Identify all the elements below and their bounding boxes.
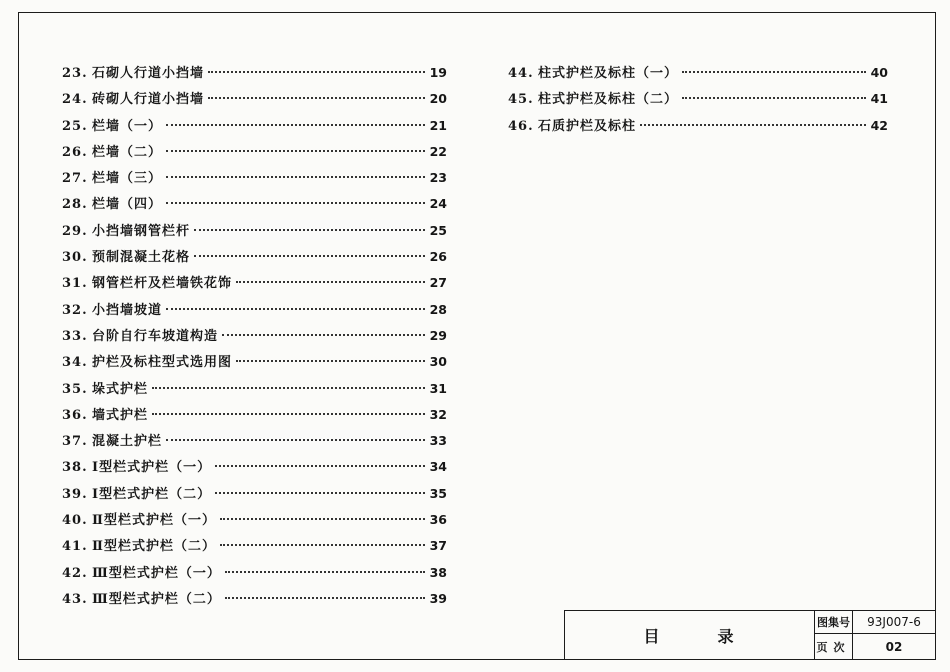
toc-entry-page: 38	[429, 564, 447, 580]
toc-entry-title: Ⅱ型栏式护栏（一）	[92, 513, 216, 529]
toc-dot-leader	[220, 518, 425, 520]
toc-entry-number: 25.	[62, 118, 88, 134]
toc-dot-leader	[236, 360, 425, 362]
toc-dot-leader	[225, 597, 425, 599]
toc-entry-number: 45.	[508, 92, 534, 108]
toc-entry	[62, 246, 447, 272]
toc-entry-number: 31.	[62, 276, 88, 292]
toc-entry-title: 栏墙（一）	[92, 118, 163, 134]
toc-dot-leader	[222, 334, 425, 336]
toc-dot-leader	[208, 97, 425, 99]
page-label: 页次	[815, 634, 853, 659]
toc-entry	[508, 62, 888, 88]
toc-entry-title: 石质护栏及标柱	[538, 118, 637, 134]
toc-entry	[62, 141, 447, 167]
title-block-title	[565, 611, 815, 659]
toc-entry-number: 32.	[62, 302, 88, 318]
toc-entry-title: 栏墙（四）	[92, 197, 163, 213]
toc-entry-page: 20	[429, 91, 447, 107]
toc-entry-number: 42.	[62, 565, 88, 581]
toc-dot-leader	[152, 387, 425, 389]
toc-entry-page: 41	[870, 91, 888, 107]
toc-entry-page: 29	[429, 327, 447, 343]
toc-entry-title: 小挡墙钢管栏杆	[92, 223, 191, 239]
toc-entry-title: 钢管栏杆及栏墙铁花饰	[92, 276, 233, 292]
toc-entry-page: 24	[429, 196, 447, 212]
toc-dot-leader	[215, 492, 425, 494]
toc-entry-page: 19	[429, 65, 447, 80]
toc-entry-number: 35.	[62, 381, 88, 397]
toc-entry-number: 34.	[62, 355, 88, 371]
toc-entry	[508, 115, 888, 141]
toc-entry-number: 36.	[62, 407, 88, 423]
toc-entry-number: 46.	[508, 118, 534, 134]
toc-entry-page: 37	[429, 538, 447, 554]
toc-entry-page: 23	[429, 170, 447, 186]
toc-entry-title: 栏墙（三）	[92, 171, 163, 187]
toc-entry-number: 37.	[62, 434, 88, 450]
title-block	[564, 610, 936, 660]
toc-entry	[62, 351, 447, 377]
toc-entry-number: 24.	[62, 92, 88, 108]
toc-entry-page: 21	[429, 117, 447, 133]
toc-entry-number: 39.	[62, 486, 88, 502]
toc-entry	[62, 378, 447, 404]
toc-entry-title: 栏墙（二）	[92, 144, 163, 160]
toc-entry	[62, 325, 447, 351]
toc-dot-leader	[166, 176, 425, 178]
toc-entry-page: 25	[429, 222, 447, 238]
toc-entry	[62, 88, 447, 114]
toc-entry	[62, 588, 447, 614]
toc-entry	[62, 220, 447, 246]
toc-entry-number: 23.	[62, 66, 88, 81]
toc-entry-title: Ⅱ型栏式护栏（二）	[92, 539, 216, 555]
toc-entry-number: 33.	[62, 328, 88, 344]
toc-entry	[62, 272, 447, 298]
toc-entry	[62, 404, 447, 430]
toc-entry-page: 32	[429, 406, 447, 422]
toc-entry	[508, 88, 888, 114]
toc-entry	[62, 509, 447, 535]
toc-entry	[62, 62, 447, 88]
toc-entry-page: 39	[429, 590, 447, 606]
toc-entry	[62, 167, 447, 193]
toc-entry-title: 预制混凝土花格	[92, 250, 191, 266]
title-char-1: 目	[643, 626, 662, 646]
toc-entry-title: Ⅲ型栏式护栏（二）	[92, 591, 221, 607]
toc-dot-leader	[166, 439, 425, 441]
toc-entry-title: 石砌人行道小挡墙	[92, 66, 205, 81]
toc-entry	[62, 535, 447, 561]
toc-entry-number: 30.	[62, 250, 88, 266]
toc-entry-page: 31	[429, 380, 447, 396]
atlas-number-value: 93J007-6	[853, 611, 935, 634]
toc-dot-leader	[682, 97, 866, 99]
toc-right-column	[508, 62, 888, 141]
toc-entry-title: Ⅲ型栏式护栏（一）	[92, 565, 221, 581]
toc-entry-page: 33	[429, 433, 447, 449]
toc-entry-page: 22	[429, 143, 447, 159]
toc-dot-leader	[640, 124, 866, 126]
toc-entry-number: 29.	[62, 223, 88, 239]
toc-entry	[62, 562, 447, 588]
toc-entry-title: 台阶自行车坡道构造	[92, 328, 219, 344]
toc-dot-leader	[166, 202, 425, 204]
toc-entry-page: 34	[429, 459, 447, 475]
toc-entry	[62, 483, 447, 509]
toc-entry-number: 28.	[62, 197, 88, 213]
toc-dot-leader	[166, 308, 425, 310]
toc-entry-title: 柱式护栏及标柱（一）	[538, 66, 679, 81]
toc-entry	[62, 115, 447, 141]
toc-dot-leader	[152, 413, 425, 415]
toc-entry-number: 41.	[62, 539, 88, 555]
toc-entry-page: 30	[429, 354, 447, 370]
toc-entry-title: 垛式护栏	[92, 381, 149, 397]
title-block-grid	[815, 611, 935, 659]
toc-dot-leader	[220, 544, 425, 546]
toc-dot-leader	[236, 281, 425, 283]
title-char-2: 录	[717, 626, 736, 646]
toc-dot-leader	[682, 71, 866, 73]
toc-entry-title: 小挡墙坡道	[92, 302, 163, 318]
toc-entry-title: 护栏及标柱型式选用图	[92, 355, 233, 371]
toc-entry	[62, 299, 447, 325]
toc-entry-title: 柱式护栏及标柱（二）	[538, 92, 679, 108]
toc-dot-leader	[194, 229, 425, 231]
toc-entry-page: 28	[429, 301, 447, 317]
toc-entry-page: 27	[429, 275, 447, 291]
toc-entry-number: 27.	[62, 171, 88, 187]
atlas-number-label: 图集号	[815, 611, 853, 634]
toc-left-column	[62, 62, 447, 614]
toc-entry-title: Ⅰ型栏式护栏（二）	[92, 486, 212, 502]
toc-entry-number: 40.	[62, 513, 88, 529]
toc-dot-leader	[208, 71, 425, 73]
toc-entry-page: 36	[429, 512, 447, 528]
toc-entry-title: 墙式护栏	[92, 407, 149, 423]
page-value: 02	[885, 639, 903, 654]
toc-entry	[62, 456, 447, 482]
toc-entry-page: 40	[870, 65, 888, 80]
toc-entry-page: 26	[429, 249, 447, 265]
toc-entry	[62, 430, 447, 456]
toc-entry	[62, 193, 447, 219]
toc-dot-leader	[225, 571, 425, 573]
toc-entry-number: 43.	[62, 591, 88, 607]
toc-entry-number: 26.	[62, 144, 88, 160]
toc-dot-leader	[166, 150, 425, 152]
toc-entry-title: Ⅰ型栏式护栏（一）	[92, 460, 212, 476]
toc-entry-title: 混凝土护栏	[92, 434, 163, 450]
toc-dot-leader	[194, 255, 425, 257]
toc-entry-number: 44.	[508, 66, 534, 81]
toc-entry-page: 35	[429, 485, 447, 501]
toc-entry-number: 38.	[62, 460, 88, 476]
toc-entry-page: 42	[870, 117, 888, 133]
toc-dot-leader	[215, 465, 425, 467]
toc-dot-leader	[166, 124, 425, 126]
toc-entry-title: 砖砌人行道小挡墙	[92, 92, 205, 108]
